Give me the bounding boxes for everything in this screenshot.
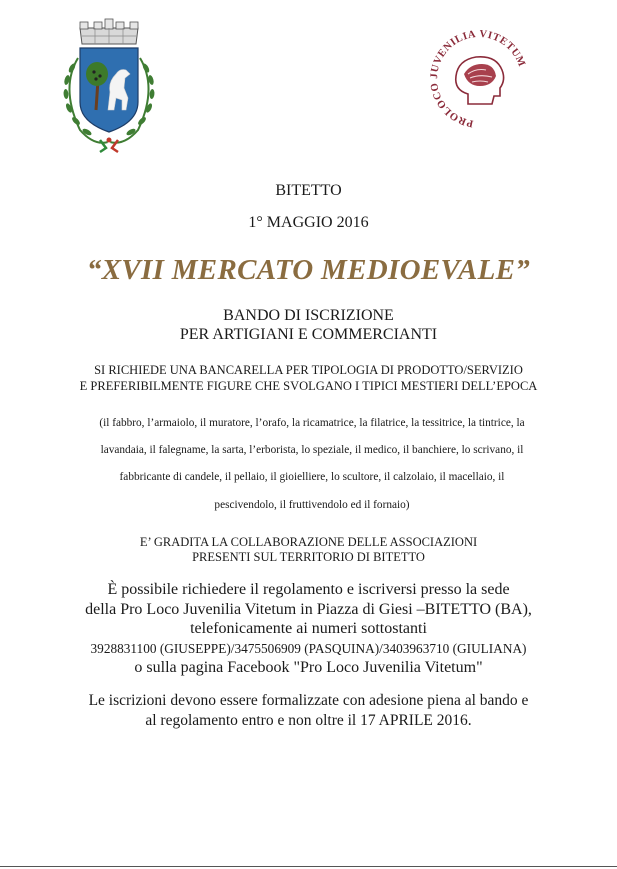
info-line-3: telefonicamente ai numeri sottostanti xyxy=(190,620,427,637)
request-line-1: SI RICHIEDE UNA BANCARELLA PER TIPOLOGIA DI PRODOTTO/SERVIZIO xyxy=(94,363,523,377)
head-profile-icon xyxy=(456,57,504,104)
info-line-1: È possibile richiedere il regolamento e iscriversi presso la sede xyxy=(107,581,510,598)
bottom-divider xyxy=(0,866,617,867)
trades-line: lavandaia, il falegname, la sarta, l’erborista, lo speziale, il medico, il banchiere, lo scrivano, il xyxy=(100,444,524,457)
proloco-juvenilia-vitetum-logo xyxy=(420,30,538,132)
trades-line: fabbricante di candele, il pellaio, il gioielliere, lo scultore, il calzolaio, il macellaio, il xyxy=(119,471,505,484)
event-location: BITETTO xyxy=(275,182,342,199)
proloco-logo-text: PROLOCO JUVENILIA VITETUM xyxy=(428,30,528,129)
bando-line-2: PER ARTIGIANI E COMMERCIANTI xyxy=(179,326,438,343)
request-notice xyxy=(0,362,617,394)
registration-deadline xyxy=(0,691,617,731)
request-line-2: E PREFERIBILMENTE FIGURE CHE SVOLGANO I TIPICI MESTIERI DELL’EPOCA xyxy=(79,379,538,393)
registration-info xyxy=(0,580,617,678)
associations-notice xyxy=(0,535,617,565)
phone-numbers: 3928831100 (GIUSEPPE)/3475506909 (PASQUINA)/3403963710 (GIULIANA) xyxy=(90,640,527,656)
associations-line-2: PRESENTI SUL TERRITORIO DI BITETTO xyxy=(192,550,425,564)
bando-heading xyxy=(0,306,617,344)
event-title: “XVII MERCATO MEDIOEVALE” xyxy=(86,254,531,286)
associations-line-1: E’ GRADITA LA COLLABORAZIONE DELLE ASSOCIAZIONI xyxy=(139,535,478,549)
shield xyxy=(80,48,138,132)
mural-crown xyxy=(80,19,138,44)
event-date: 1° MAGGIO 2016 xyxy=(248,214,369,231)
bitetto-coat-of-arms-logo xyxy=(50,18,168,154)
trades-line: (il fabbro, l’armaiolo, il muratore, l’orafo, la ricamatrice, la filatrice, la tessitrice, la tintrice, la xyxy=(99,417,525,429)
tricolor-ribbon xyxy=(100,138,118,153)
trades-list xyxy=(52,410,572,519)
bando-line-1: BANDO DI ISCRIZIONE xyxy=(223,307,394,324)
deadline-line-2: al regolamento entro e non oltre il 17 APRILE 2016. xyxy=(145,712,472,729)
facebook-page-line: o sulla pagina Facebook "Pro Loco Juvenilia Vitetum" xyxy=(134,659,483,676)
trades-line: pescivendolo, il fruttivendolo ed il fornaio) xyxy=(214,498,410,511)
info-line-2: della Pro Loco Juvenilia Vitetum in Piazza di Giesi –BITETTO (BA), xyxy=(85,600,532,618)
deadline-line-1: Le iscrizioni devono essere formalizzate con adesione piena al bando e xyxy=(88,692,529,709)
